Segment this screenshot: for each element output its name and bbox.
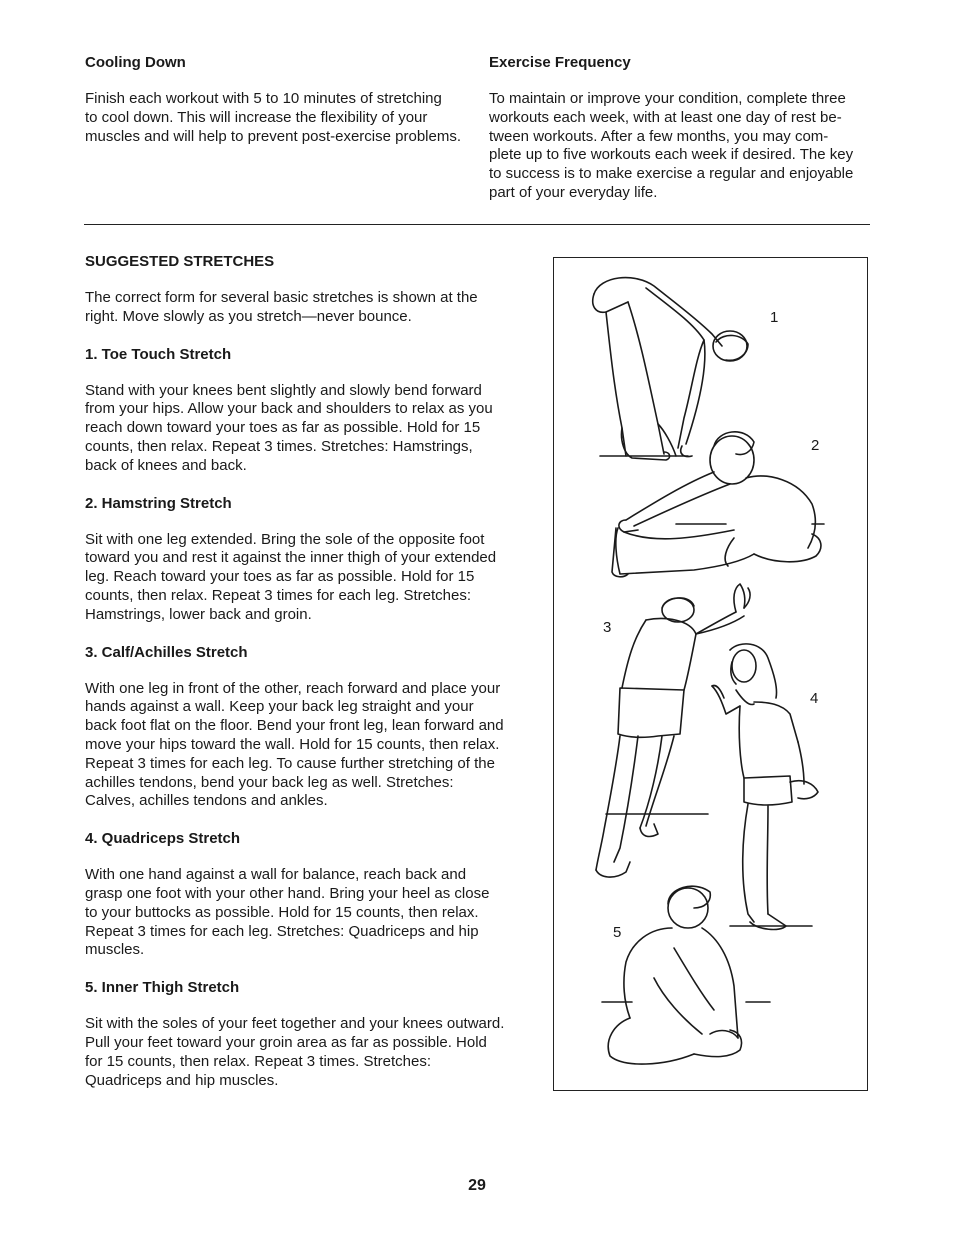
figure-label-5: 5 <box>613 924 622 941</box>
stretch-item-calf-achilles <box>85 643 535 812</box>
hamstring-stretch-figure <box>612 432 824 577</box>
cooling-down-section <box>85 53 475 146</box>
stretch-line: to your buttocks as possible. Hold for 15 counts, then relax. <box>85 903 479 921</box>
exercise-frequency-section <box>489 53 879 203</box>
stretch-line: Pull your feet toward your groin area as far as possible. Hold <box>85 1033 487 1051</box>
stretches-intro-line: right. Move slowly as you stretch—never bounce. <box>85 307 412 325</box>
stretches-illustration-box <box>553 257 868 1091</box>
exercise-frequency-line: to success is to make exercise a regular and enjoyable <box>489 165 854 183</box>
stretch-line: move your hips toward the wall. Hold for 15 counts, then relax. <box>85 735 500 753</box>
stretch-item-toe-touch <box>85 345 535 476</box>
inner-thigh-figure <box>602 886 770 1064</box>
stretch-heading: 3. Calf/Achilles Stretch <box>85 643 248 661</box>
stretch-line: back of knees and back. <box>85 456 247 474</box>
stretch-line: counts, then relax. Repeat 3 times for each leg. Stretches: <box>85 586 472 604</box>
stretch-heading: 1. Toe Touch Stretch <box>85 345 232 363</box>
stretch-line: toward you and rest it against the inner thigh of your extended <box>85 549 497 567</box>
stretch-line: muscles. <box>85 941 145 959</box>
stretch-line: Sit with one leg extended. Bring the sole of the opposite foot <box>85 530 485 548</box>
stretch-line: reach down toward your toes as far as possible. Hold for 15 <box>85 419 481 437</box>
stretch-heading: 2. Hamstring Stretch <box>85 494 232 512</box>
calf-achilles-figure <box>596 584 750 877</box>
stretch-line: from your hips. Allow your back and shoulders to relax as you <box>85 400 493 418</box>
stretch-line: Quadriceps and hip muscles. <box>85 1071 279 1089</box>
exercise-frequency-line: tween workouts. After a few months, you may com- <box>489 127 829 145</box>
stretch-line: With one hand against a wall for balance, reach back and <box>85 866 467 884</box>
stretch-line: Repeat 3 times for each leg. Stretches: Quadriceps and hip <box>85 922 479 940</box>
cooling-down-heading: Cooling Down <box>85 54 186 71</box>
stretch-item-quadriceps <box>85 829 535 960</box>
stretch-line: With one leg in front of the other, reach forward and place your <box>85 679 501 697</box>
figure-label-1: 1 <box>770 309 779 326</box>
stretch-heading: 4. Quadriceps Stretch <box>85 830 241 848</box>
stretch-line: Sit with the soles of your feet together and your knees outward. <box>85 1015 505 1033</box>
stretch-item-hamstring <box>85 494 535 625</box>
toe-touch-figure <box>593 278 748 460</box>
stretch-heading: 5. Inner Thigh Stretch <box>85 979 240 997</box>
stretch-line: for 15 counts, then relax. Repeat 3 times. Stretches: <box>85 1052 432 1070</box>
figure-label-4: 4 <box>810 690 819 707</box>
stretch-line: achilles tendons, bend your back leg as well. Stretches: <box>85 773 454 791</box>
figure-label-2: 2 <box>811 437 820 454</box>
stretches-intro-line: The correct form for several basic stretches is shown at the <box>85 289 478 306</box>
exercise-frequency-line: To maintain or improve your condition, complete three <box>489 90 846 107</box>
exercise-frequency-line: plete up to five workouts each week if desired. The key <box>489 146 854 164</box>
quadriceps-figure <box>712 644 818 930</box>
section-divider <box>84 224 870 225</box>
figure-label-3: 3 <box>603 619 612 636</box>
cooling-down-line: to cool down. This will increase the flexibility of your <box>85 108 428 126</box>
exercise-frequency-line: workouts each week, with at least one day of rest be- <box>489 108 842 126</box>
stretch-line: leg. Reach toward your toes as far as possible. Hold for 15 <box>85 568 475 586</box>
stretch-line: grasp one foot with your other hand. Bring your heel as close <box>85 884 490 902</box>
stretches-illustration <box>554 258 869 1092</box>
stretch-line: Calves, achilles tendons and ankles. <box>85 792 328 810</box>
cooling-down-line: Finish each workout with 5 to 10 minutes of stretching <box>85 90 442 107</box>
stretch-line: Stand with your knees bent slightly and slowly bend forward <box>85 381 482 399</box>
suggested-stretches-heading: SUGGESTED STRETCHES <box>85 253 275 270</box>
stretch-line: hands against a wall. Keep your back leg straight and your <box>85 698 474 716</box>
stretch-line: Hamstrings, lower back and groin. <box>85 605 312 623</box>
stretch-line: counts, then relax. Repeat 3 times. Stretches: Hamstrings, <box>85 437 473 455</box>
stretch-line: Repeat 3 times for each leg. To cause further stretching of the <box>85 754 495 772</box>
exercise-frequency-heading: Exercise Frequency <box>489 54 631 71</box>
stretch-line: back foot flat on the floor. Bend your front leg, lean forward and <box>85 717 504 735</box>
page-number: 29 <box>468 1177 486 1194</box>
cooling-down-line: muscles and will help to prevent post-exercise problems. <box>85 127 462 145</box>
suggested-stretches-section <box>85 252 535 1090</box>
exercise-frequency-line: part of your everyday life. <box>489 183 658 201</box>
stretch-item-inner-thigh <box>85 978 535 1090</box>
